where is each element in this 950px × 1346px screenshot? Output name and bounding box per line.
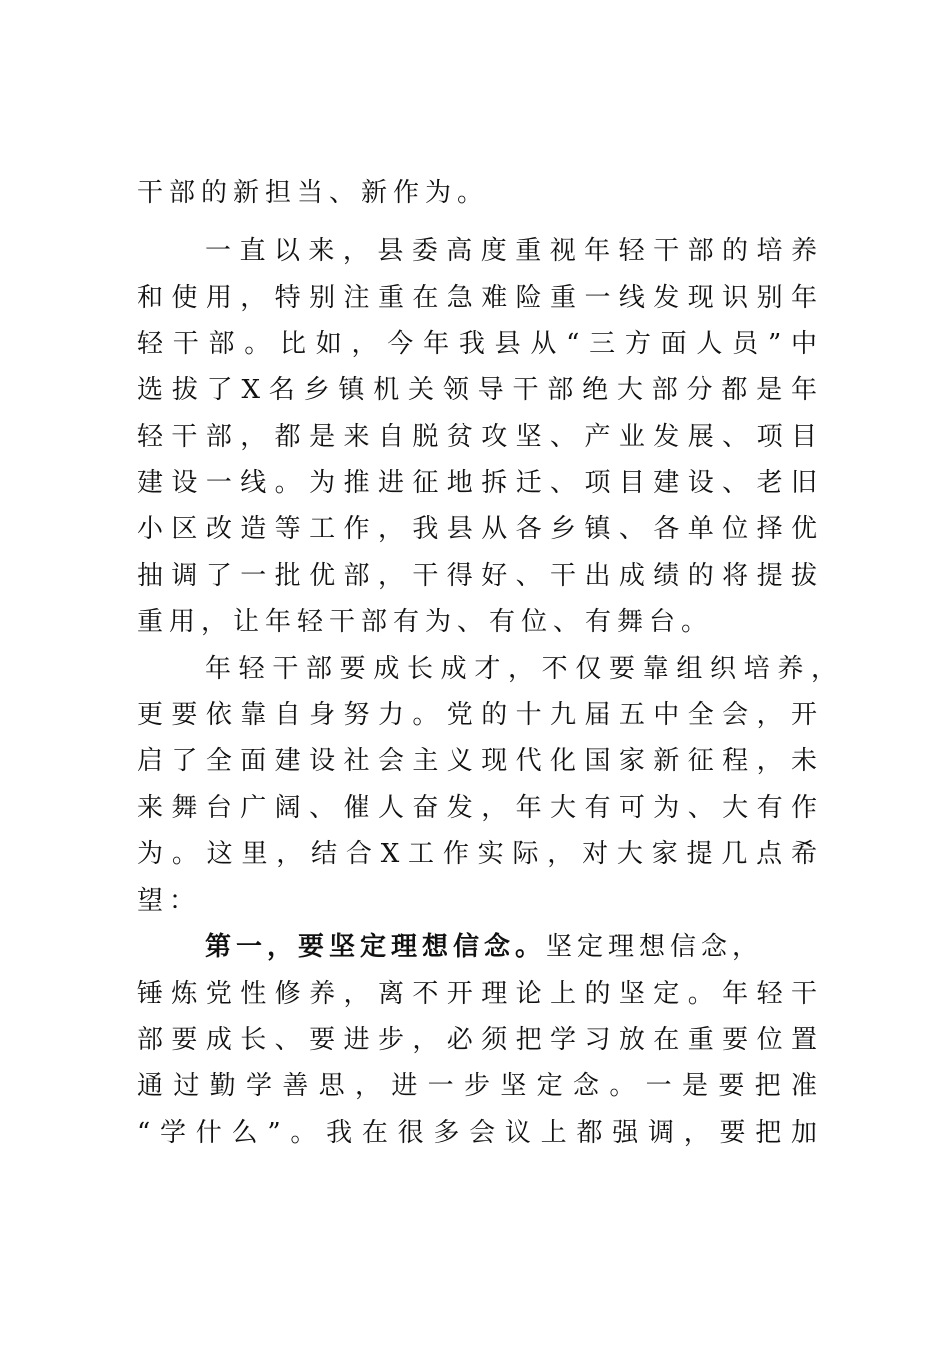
text-line: 轻干部，都是来自脱贫攻坚、产业发展、项目 (137, 422, 817, 452)
text-line: 通过勤学善思，进一步坚定念。一是要把准 (137, 1071, 817, 1101)
text-line: 一直以来，县委高度重视年轻干部的培养 (205, 236, 817, 266)
text-line: 轻干部。比如，今年我县从“三方面人员”中 (137, 329, 817, 359)
text-run: 坚定理想信念， (546, 932, 764, 962)
text-line: 和使用，特别注重在急难险重一线发现识别年 (137, 283, 817, 313)
text-line: 选拔了X名乡镇机关领导干部绝大部分都是年 (137, 375, 817, 405)
text-line: 干部的新担当、新作为。 (137, 178, 490, 208)
section-heading: 第一，要坚定理想信念。 (205, 932, 547, 962)
text-line: 望： (137, 886, 202, 916)
text-line: 来舞台广阔、催人奋发，年大有可为、大有作 (137, 793, 817, 823)
heading-line (205, 930, 817, 964)
text-line: 建设一线。为推进征地拆迁、项目建设、老旧 (137, 468, 817, 498)
text-line: 启了全面建设社会主义现代化国家新征程，未 (137, 746, 817, 776)
text-line: 年轻干部要成长成才，不仅要靠组织培养， (205, 654, 837, 684)
text-line: 为。这里，结合X工作实际，对大家提几点希 (137, 839, 817, 869)
text-line: 抽调了一批优部，干得好、干出成绩的将提拔 (137, 561, 817, 591)
text-line: 更要依靠自身努力。党的十九届五中全会，开 (137, 700, 817, 730)
text-line: “学什么”。我在很多会议上都强调，要把加 (137, 1118, 817, 1148)
text-line: 重用，让年轻干部有为、有位、有舞台。 (137, 607, 714, 637)
text-line: 小区改造等工作，我县从各乡镇、各单位择优 (137, 514, 817, 544)
text-line: 锤炼党性修养，离不开理论上的坚定。年轻干 (137, 979, 817, 1009)
text-line: 部要成长、要进步，必须把学习放在重要位置 (137, 1025, 817, 1055)
